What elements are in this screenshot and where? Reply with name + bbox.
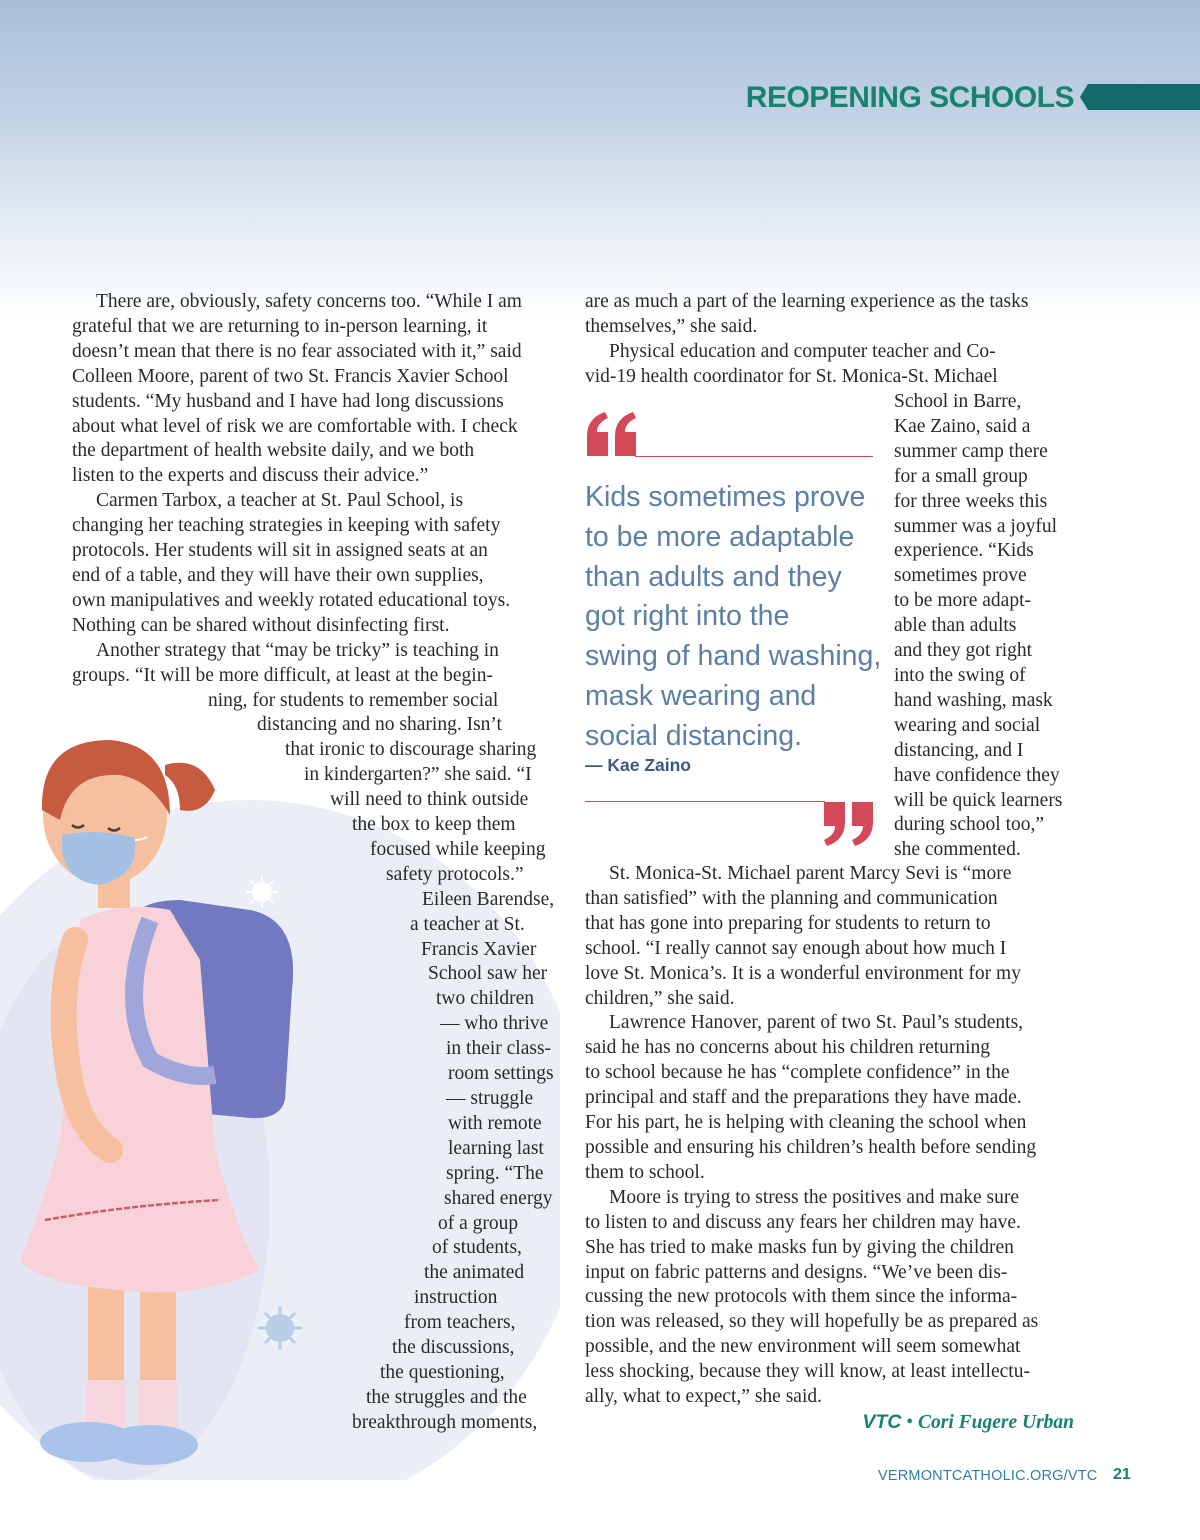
text-line: to school because he has “complete confidence” in the — [585, 1062, 1010, 1084]
text-line: about what level of risk we are comfortable with. I check — [72, 415, 518, 437]
text-line: that ironic to discourage sharing — [285, 739, 537, 761]
text-line: St. Monica-St. Michael parent Marcy Sevi is “more — [609, 863, 1012, 884]
text-line: from teachers, — [404, 1312, 516, 1334]
quote-rule-top — [635, 456, 873, 457]
section-tab-marker — [1080, 84, 1200, 110]
text-line: doesn’t mean that there is no fear associated with it,” said — [72, 340, 522, 362]
text-line: room settings — [448, 1063, 554, 1085]
text-line: love St. Monica’s. It is a wonderful environment for my — [585, 962, 1021, 984]
text-line: ally, what to expect,” she said. — [585, 1386, 822, 1408]
quote-line: Kids sometimes prove — [585, 481, 866, 513]
text-line: end of a table, and they will have their own supplies, — [72, 564, 484, 586]
text-line: for a small group — [894, 465, 1028, 487]
article-column-right-bottom — [585, 862, 1077, 1410]
text-line: — who thrive — [440, 1013, 549, 1035]
text-line: children,” she said. — [585, 987, 735, 1009]
byline-author: Cori Fugere Urban — [917, 1412, 1074, 1433]
close-quote-icon — [819, 800, 875, 848]
text-line: distancing and no sharing. Isn’t — [257, 714, 502, 736]
quote-attribution: — Kae Zaino — [585, 755, 691, 775]
text-line: Physical education and computer teacher and Co- — [609, 340, 996, 362]
text-line: for three weeks this — [894, 490, 1048, 512]
text-line: will need to think outside — [330, 789, 529, 811]
text-line: school. “I really cannot say enough about how much I — [585, 937, 1007, 959]
text-line: She has tried to make masks fun by giving the children — [585, 1236, 1014, 1258]
text-line: themselves,” she said. — [585, 315, 758, 337]
text-line: less shocking, because they will know, at least intellectu- — [585, 1361, 1030, 1383]
text-line: ning, for students to remember social — [208, 689, 499, 711]
quote-line: social distancing. — [585, 719, 803, 752]
text-line: a teacher at St. — [410, 913, 525, 935]
text-line: cussing the new protocols with them since the informa- — [585, 1286, 1018, 1308]
article-column-right-top — [585, 290, 1077, 390]
pull-quote-text — [585, 478, 880, 757]
text-line: protocols. Her students will sit in assigned seats at an — [72, 540, 488, 562]
text-line: tion was released, so they will hopefully be as prepared as — [585, 1311, 1039, 1333]
text-line: possible and ensuring his children’s health before sending — [585, 1136, 1037, 1158]
text-line: summer was a joyful — [894, 515, 1058, 537]
text-line: learning last — [448, 1137, 544, 1159]
quote-line: to be more adaptable — [585, 520, 855, 553]
text-line: Another strategy that “may be tricky” is teaching in — [96, 639, 499, 661]
text-line: experience. “Kids — [894, 540, 1034, 562]
text-line: two children — [436, 988, 535, 1010]
text-line: to be more adapt- — [894, 590, 1031, 612]
text-line: Moore is trying to stress the positives and make sure — [609, 1186, 1019, 1208]
text-line: than satisfied” with the planning and communication — [585, 887, 998, 909]
quote-rule-bottom — [585, 801, 825, 802]
byline-separator: • — [906, 1412, 914, 1433]
text-line: possible, and the new environment will seem somewhat — [585, 1336, 1021, 1358]
text-line: spring. “The — [446, 1162, 544, 1184]
text-line: the box to keep them — [352, 814, 516, 836]
text-line: Carmen Tarbox, a teacher at St. Paul School, is — [96, 490, 464, 512]
quote-line: than adults and they — [585, 560, 842, 593]
text-line: of a group — [438, 1212, 519, 1234]
text-line: with remote — [448, 1112, 542, 1134]
text-line: School in Barre, — [894, 391, 1022, 412]
text-line: able than adults — [894, 615, 1017, 637]
text-line: School saw her — [428, 963, 548, 985]
text-line: safety protocols.” — [386, 863, 524, 885]
text-line: have confidence they — [894, 764, 1060, 786]
text-line: Francis Xavier — [421, 938, 537, 960]
text-line: students. “My husband and I have had long discussions — [72, 390, 504, 412]
text-line: For his part, he is helping with cleaning the school when — [585, 1112, 1027, 1134]
text-line: the animated — [424, 1262, 525, 1284]
text-line: groups. “It will be more difficult, at least at the begin- — [72, 664, 493, 686]
text-line: Eileen Barendse, — [422, 888, 555, 910]
text-line: Nothing can be shared without disinfecting first. — [72, 614, 450, 636]
text-line: changing her teaching strategies in keeping with safety — [72, 515, 501, 537]
text-line: the discussions, — [392, 1337, 515, 1359]
section-title: REOPENING SCHOOLS — [745, 81, 1074, 114]
page-number: 21 — [1113, 1466, 1131, 1483]
text-line: wearing and social — [894, 714, 1041, 736]
text-line: listen to the experts and discuss their advice.” — [72, 465, 429, 487]
text-line: she commented. — [894, 839, 1021, 861]
article-column-right-wrap — [894, 390, 1084, 863]
text-line: that has gone into preparing for students to return to — [585, 912, 991, 934]
text-line: the department of health website daily, and we both — [72, 440, 475, 462]
text-line: said he has no concerns about his children returning — [585, 1037, 991, 1059]
quote-line: mask wearing and — [585, 679, 817, 712]
byline-publication: VTC — [862, 1411, 902, 1433]
text-line: instruction — [414, 1287, 498, 1309]
text-line: will be quick learners — [894, 789, 1063, 811]
quote-line: swing of hand washing, — [585, 640, 882, 673]
text-line: the struggles and the — [366, 1386, 527, 1408]
text-line: breakthrough moments, — [352, 1411, 538, 1433]
text-line: shared energy — [444, 1187, 553, 1209]
text-line: input on fabric patterns and designs. “We’ve been dis- — [585, 1261, 1008, 1283]
text-line: in their class- — [446, 1038, 552, 1060]
text-line: are as much a part of the learning experience as the tasks — [585, 291, 1029, 312]
text-line: hand washing, mask — [894, 689, 1053, 711]
text-line: sometimes prove — [894, 565, 1027, 587]
text-line: vid-19 health coordinator for St. Monica-St. Michael — [585, 365, 998, 387]
text-line: focused while keeping — [370, 838, 546, 860]
text-line: into the swing of — [894, 664, 1026, 686]
text-line: own manipulatives and weekly rotated educational toys. — [72, 589, 511, 611]
text-line: principal and staff and the preparations they have made. — [585, 1087, 1022, 1109]
open-quote-icon — [585, 410, 641, 458]
text-line: summer camp there — [894, 440, 1048, 462]
footer-url: VERMONTCATHOLIC.ORG/VTC — [878, 1468, 1098, 1484]
text-line: during school too,” — [894, 814, 1045, 836]
text-line: There are, obviously, safety concerns too. “While I am — [96, 291, 522, 312]
text-line: distancing, and I — [894, 739, 1024, 761]
text-line: and they got right — [894, 640, 1033, 662]
article-column-left — [72, 290, 562, 1436]
text-line: Lawrence Hanover, parent of two St. Paul’s students, — [609, 1012, 1024, 1034]
text-line: Colleen Moore, parent of two St. Francis Xavier School — [72, 365, 509, 387]
text-line: — struggle — [446, 1088, 534, 1109]
text-line: of students, — [432, 1237, 522, 1259]
article-byline — [862, 1411, 1074, 1434]
text-line: the questioning, — [380, 1361, 505, 1383]
text-line: Kae Zaino, said a — [894, 415, 1031, 437]
text-line: grateful that we are returning to in-person learning, it — [72, 315, 488, 337]
quote-line: got right into the — [585, 600, 790, 633]
text-line: them to school. — [585, 1161, 705, 1183]
text-line: in kindergarten?” she said. “I — [304, 764, 532, 786]
text-line: to listen to and discuss any fears her children may have. — [585, 1211, 1021, 1233]
